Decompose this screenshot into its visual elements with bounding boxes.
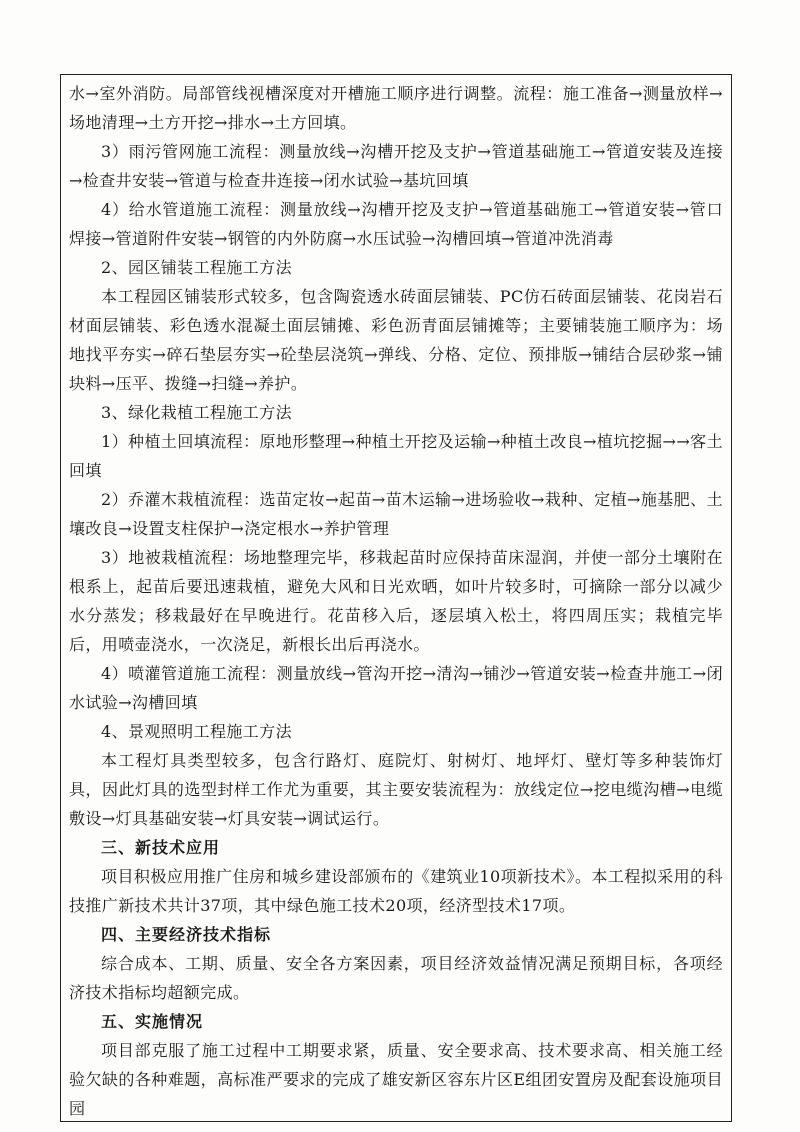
heading-implementation: 五、实施情况 xyxy=(101,1012,204,1031)
paragraph-tree-planting-flow: 2）乔灌木栽植流程：选苗定妆→起苗→苗木运输→进场验收→栽种、定植→施基肥、土壤改良→设置支柱保护→浇定根水→养护管理 xyxy=(69,490,723,538)
paragraph-storm-sewer-flow: 3）雨污管网施工流程：测量放线→沟槽开挖及支护→管道基础施工→管道安装及连接→检查井安装→管道与检查井连接→闭水试验→基坑回填 xyxy=(69,142,723,190)
heading-economic-indicators: 四、主要经济技术指标 xyxy=(101,925,272,944)
paragraph-water-supply-flow: 4）给水管道施工流程：测量放线→沟槽开挖及支护→管道基础施工→管道安装→管口焊接→管道附件安装→钢管的内外防腐→水压试验→沟槽回填→管道冲洗消毒 xyxy=(69,200,723,248)
paragraph-new-technology: 项目积极应用推广住房和城乡建设部颁布的《建筑业10项新技术》。本工程拟采用的科技推广新技术共计37项，其中绿色施工技术20项，经济型技术17项。 xyxy=(69,867,723,915)
paragraph-soil-backfill-flow: 1）种植土回填流程：原地形整理→种植土开挖及运输→种植土改良→植坑挖掘→→客土回填 xyxy=(69,432,723,480)
paragraph-lighting-method: 本工程灯具类型较多，包含行路灯、庭院灯、射树灯、地坪灯、壁灯等多种装饰灯具，因此灯具的选型封样工作尤为重要，其主要安装流程为：放线定位→挖电缆沟槽→电缆敷设→灯具基础安装→灯具安装→调试运行。 xyxy=(69,751,723,828)
section-greening-title: 3、绿化栽植工程施工方法 xyxy=(101,403,292,422)
paragraph-implementation: 项目部克服了施工过程中工期要求紧，质量、安全要求高、技术要求高、相关施工经验欠缺的各种难题，高标准严要求的完成了雄安新区容东片区E组团安置房及配套设施项目园 xyxy=(69,1041,723,1118)
section-paving-title: 2、园区铺装工程施工方法 xyxy=(101,258,292,277)
paragraph-paving-method: 本工程园区铺装形式较多，包含陶瓷透水砖面层铺装、PC仿石砖面层铺装、花岗岩石材面层铺装、彩色透水混凝土面层铺摊、彩色沥青面层铺摊等；主要铺装施工顺序为：场地找平夯实→碎石垫层夯实→砼垫层浇筑→弹线、分格、定位、预排版→铺结合层砂浆→铺块料→压平、拨缝→扫缝→养护。 xyxy=(69,287,723,393)
paragraph-economic-indicators: 综合成本、工期、质量、安全各方案因素，项目经济效益情况满足预期目标，各项经济技术指标均超额完成。 xyxy=(69,954,723,1002)
heading-new-technology: 三、新技术应用 xyxy=(101,838,221,857)
paragraph-irrigation-flow: 4）喷灌管道施工流程：测量放线→管沟开挖→清沟→铺沙→管道安装→检查井施工→闭水试验→沟槽回填 xyxy=(69,664,723,712)
document-frame xyxy=(60,74,732,1122)
paragraph-pipeline-intro: 水→室外消防。局部管线视槽深度对开槽施工顺序进行调整。流程：施工准备→测量放样→场地清理→土方开挖→排水→土方回填。 xyxy=(69,84,723,132)
paragraph-groundcover-flow: 3）地被栽植流程：场地整理完毕，移栽起苗时应保持苗床湿润，并使一部分土壤附在根系上，起苗后要迅速栽植，避免大风和日光欢晒，如叶片较多时，可摘除一部分以减少水分蒸发；移栽最好在早晚进行。花苗移入后，逐层填入松土，将四周压实；栽植完毕后，用喷壶浇水，一次浇足，新根长出后再浇水。 xyxy=(69,548,723,654)
section-lighting-title: 4、景观照明工程施工方法 xyxy=(101,722,292,741)
